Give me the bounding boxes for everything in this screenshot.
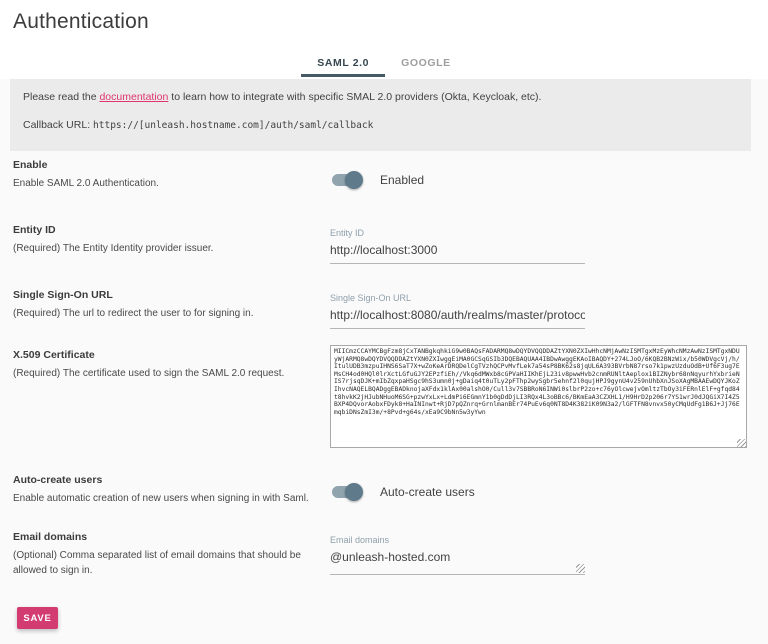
callback-url: https://[unleash.hostname.com]/auth/saml/callback (93, 120, 374, 131)
enable-description: Enable SAML 2.0 Authentication. (13, 178, 159, 189)
info-text-after: to learn how to integrate with specific SMAL 2.0 providers (Okta, Keycloak, etc). (168, 91, 542, 103)
email-domains-description: (Optional) Comma separated list of email domains that should be allowed to sign in. (13, 550, 301, 576)
email-domains-field-label: Email domains (330, 535, 390, 545)
enable-toggle-label: Enabled (380, 173, 425, 187)
info-text-before: Please read the (23, 91, 100, 103)
save-button[interactable]: SAVE (17, 607, 58, 629)
certificate-description: (Required) The certificate used to sign the SAML 2.0 request. (13, 368, 285, 379)
sso-url-field-label: Single Sign-On URL (330, 293, 412, 303)
sso-url-title: Single Sign-On URL (13, 289, 113, 301)
sso-url-input[interactable] (330, 305, 585, 329)
info-text (23, 91, 738, 103)
tab-google-label: GOOGLE (401, 57, 451, 69)
enable-toggle[interactable] (330, 171, 363, 189)
auto-create-title: Auto-create users (13, 474, 103, 486)
tab-saml-label: SAML 2.0 (317, 57, 370, 69)
tab-bar (0, 50, 768, 76)
tab-saml[interactable] (301, 50, 385, 76)
auto-create-toggle-thumb (345, 483, 363, 501)
certificate-textarea[interactable] (330, 345, 747, 448)
entity-id-input[interactable] (330, 240, 585, 264)
callback-url-line (23, 119, 738, 131)
enable-title: Enable (13, 159, 48, 171)
sso-url-description: (Required) The url to redirect the user to for signing in. (13, 308, 254, 319)
certificate-title: X.509 Certificate (13, 349, 95, 361)
info-box (10, 79, 751, 151)
entity-id-description: (Required) The Entity Identity provider issuer. (13, 243, 214, 254)
auto-create-toggle-label: Auto-create users (380, 485, 475, 499)
auto-create-description: Enable automatic creation of new users when signing in with Saml. (13, 493, 309, 504)
page-header (0, 0, 768, 79)
enable-toggle-thumb (345, 171, 363, 189)
auto-create-toggle[interactable] (330, 483, 363, 501)
email-domains-title: Email domains (13, 531, 88, 543)
entity-id-title: Entity ID (13, 224, 56, 236)
page-title: Authentication (13, 10, 149, 33)
documentation-link[interactable]: documentation (99, 91, 169, 103)
tab-google[interactable] (385, 50, 467, 76)
entity-id-field-label: Entity ID (330, 228, 365, 238)
email-domains-input[interactable] (330, 547, 585, 575)
callback-url-label: Callback URL: (23, 119, 94, 131)
